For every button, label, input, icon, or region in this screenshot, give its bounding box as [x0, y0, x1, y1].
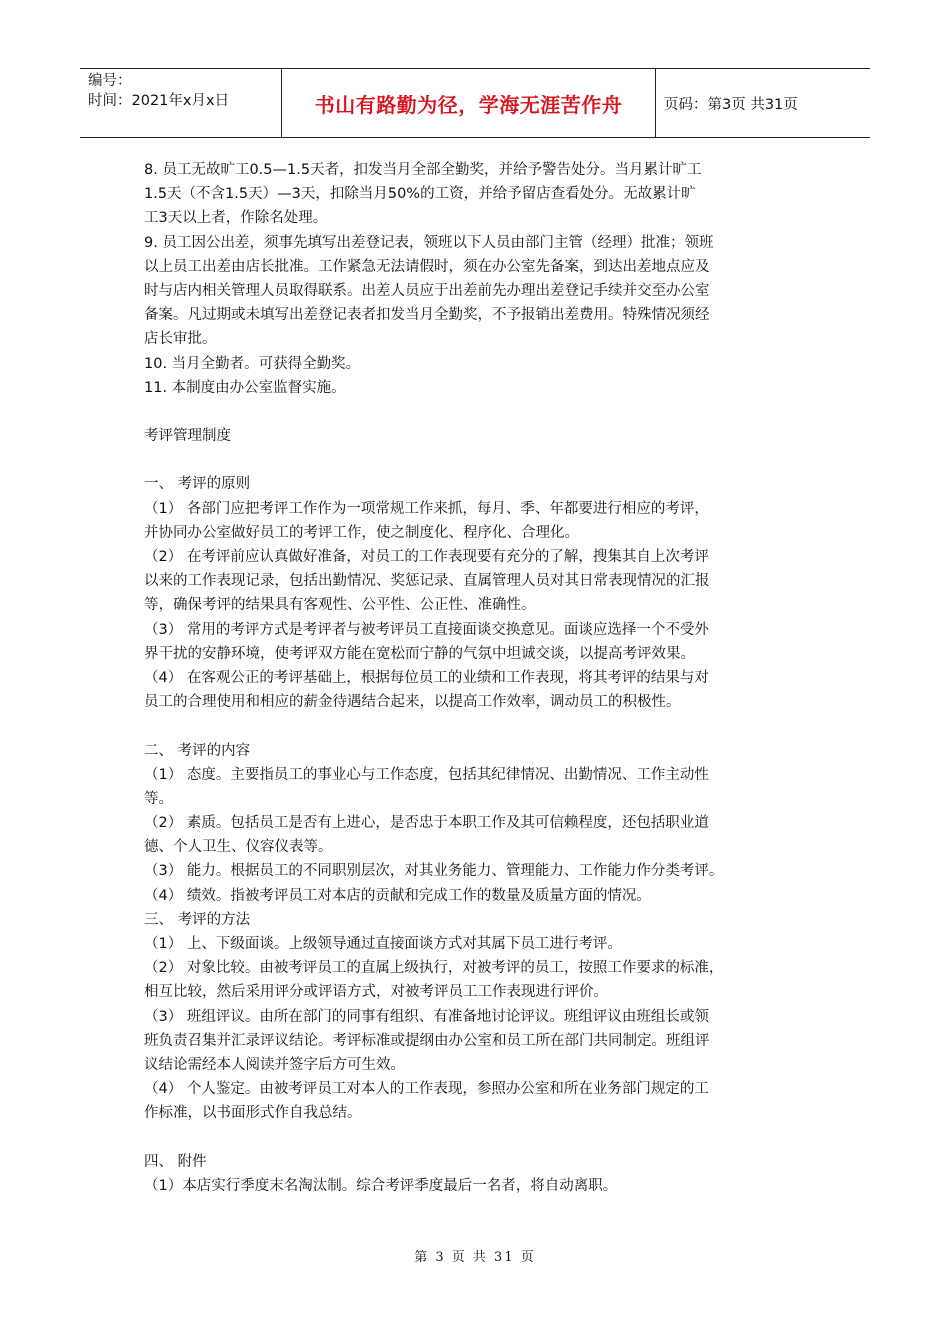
body-text-line: 考评管理制度 — [144, 428, 231, 445]
blank-line — [144, 1126, 814, 1150]
body-text-line: 作标准，以书面形式作自我总结。 — [144, 1105, 362, 1122]
body-text-line: 相互比较，然后采用评分或评语方式，对被考评员工工作表现进行评价。 — [144, 984, 608, 1001]
page-footer: 第 3 页 共 31 页 — [414, 1250, 536, 1265]
body-text-line: （4） 个人鉴定。由被考评员工对本人的工作表现，参照办公室和所在业务部门规定的工 — [144, 1081, 709, 1098]
body-text-line: 时与店内相关管理人员取得联系。出差人员应于出差前先办理出差登记手续并交至办公室 — [144, 282, 710, 299]
body-text-line: （4） 绩效。指被考评员工对本店的贡献和完成工作的数量及质量方面的情况。 — [144, 887, 651, 904]
body-text-line: 以上员工出差由店长批准。工作紧急无法请假时，须在办公室先备案，到达出差地点应及 — [144, 258, 710, 275]
document-number-label: 编号： — [88, 73, 132, 89]
body-text-line: 工3天以上者，作除名处理。 — [144, 210, 328, 227]
document-body — [144, 158, 814, 1198]
body-text-line: （1）本店实行季度末名淘汰制。综合考评季度最后一名者，将自动离职。 — [144, 1177, 618, 1194]
body-text-line: 9. 员工因公出差，须事先填写出差登记表，领班以下人员由部门主管（经理）批准；领班 — [144, 234, 714, 251]
body-text-line: （1） 上、下级面谈。上级领导通过直接面谈方式对其属下员工进行考评。 — [144, 936, 622, 952]
header-meta — [80, 69, 282, 137]
body-text-line: 四、 附件 — [144, 1153, 207, 1170]
body-text-line: 10. 当月全勤者。可获得全勤奖。 — [144, 355, 361, 372]
body-text-line: 二、 考评的内容 — [144, 742, 251, 759]
body-text-line: （2） 素质。包括员工是否有上进心，是否忠于本职工作及其可信赖程度，还包括职业道 — [144, 815, 709, 832]
body-text-line: 11. 本制度由办公室监督实施。 — [144, 379, 346, 396]
body-text-line: 店长审批。 — [144, 331, 217, 348]
page-header — [80, 68, 870, 138]
header-page-info: 页码：第3页 共31页 — [664, 96, 798, 113]
body-text-line: （3） 班组评议。由所在部门的同事有组织、有准备地讨论评议。班组评议由班组长或领 — [144, 1008, 709, 1025]
header-motto: 书山有路勤为径，学海无涯苦作舟 — [282, 69, 656, 137]
body-text-line: 1.5天（不含1.5天）—3天，扣除当月50%的工资，并给予留店查看处分。无故累计旷 — [144, 186, 696, 203]
body-text-line: 并协同办公室做好员工的考评工作，使之制度化、程序化、合理化。 — [144, 524, 579, 541]
body-text-line: 等，确保考评的结果具有客观性、公平性、公正性、准确性。 — [144, 597, 536, 614]
body-text-line: 界干扰的安静环境，使考评双方能在宽松而宁静的气氛中坦诚交谈，以提高考评效果。 — [144, 645, 695, 662]
body-text-line: 三、 考评的方法 — [144, 911, 251, 928]
body-text-line: 员工的合理使用和相应的薪金待遇结合起来，以提高工作效率，调动员工的积极性。 — [144, 694, 681, 711]
body-text-line: 8. 员工无故旷工0.5—1.5天者，扣发当月全部全勤奖，并给予警告处分。当月累计旷工 — [144, 162, 702, 178]
blank-line — [144, 448, 814, 472]
blank-line — [144, 714, 814, 738]
body-text-line: 议结论需经本人阅读并签字后方可生效。 — [144, 1056, 405, 1073]
document-time-label: 时间：2021年x月x日 — [88, 93, 230, 109]
body-text-line: 一、 考评的原则 — [144, 476, 251, 493]
body-text-line: 班负责召集并汇录评议结论。考评标准或提纲由办公室和员工所在部门共同制定。班组评 — [144, 1032, 710, 1049]
body-text-line: 以来的工作表现记录，包括出勤情况、奖惩记录、直属管理人员对其日常表现情况的汇报 — [144, 573, 710, 590]
body-text-line: 备案。凡过期或未填写出差登记表者扣发当月全勤奖，不予报销出差费用。特殊情况须经 — [144, 307, 710, 324]
blank-line — [144, 400, 814, 424]
body-text-line: 德、个人卫生、仪容仪表等。 — [144, 839, 333, 856]
body-text-line: （1） 态度。主要指员工的事业心与工作态度，包括其纪律情况、出勤情况、工作主动性 — [144, 766, 709, 783]
body-text-line: （3） 能力。根据员工的不同职别层次，对其业务能力、管理能力、工作能力作分类考评。 — [144, 863, 724, 880]
body-text-line: （3） 常用的考评方式是考评者与被考评员工直接面谈交换意见。面谈应选择一个不受外 — [144, 621, 709, 638]
body-text-line: （1） 各部门应把考评工作作为一项常规工作来抓，每月、季、年都要进行相应的考评， — [144, 500, 709, 517]
body-text-line: （2） 对象比较。由被考评员工的直属上级执行，对被考评的员工，按照工作要求的标准， — [144, 960, 724, 977]
body-text-line: 等。 — [144, 790, 173, 807]
body-text-line: （2） 在考评前应认真做好准备，对员工的工作表现要有充分的了解，搜集其自上次考评 — [144, 549, 709, 565]
body-text-line: （4） 在客观公正的考评基础上，根据每位员工的业绩和工作表现，将其考评的结果与对 — [144, 669, 709, 686]
